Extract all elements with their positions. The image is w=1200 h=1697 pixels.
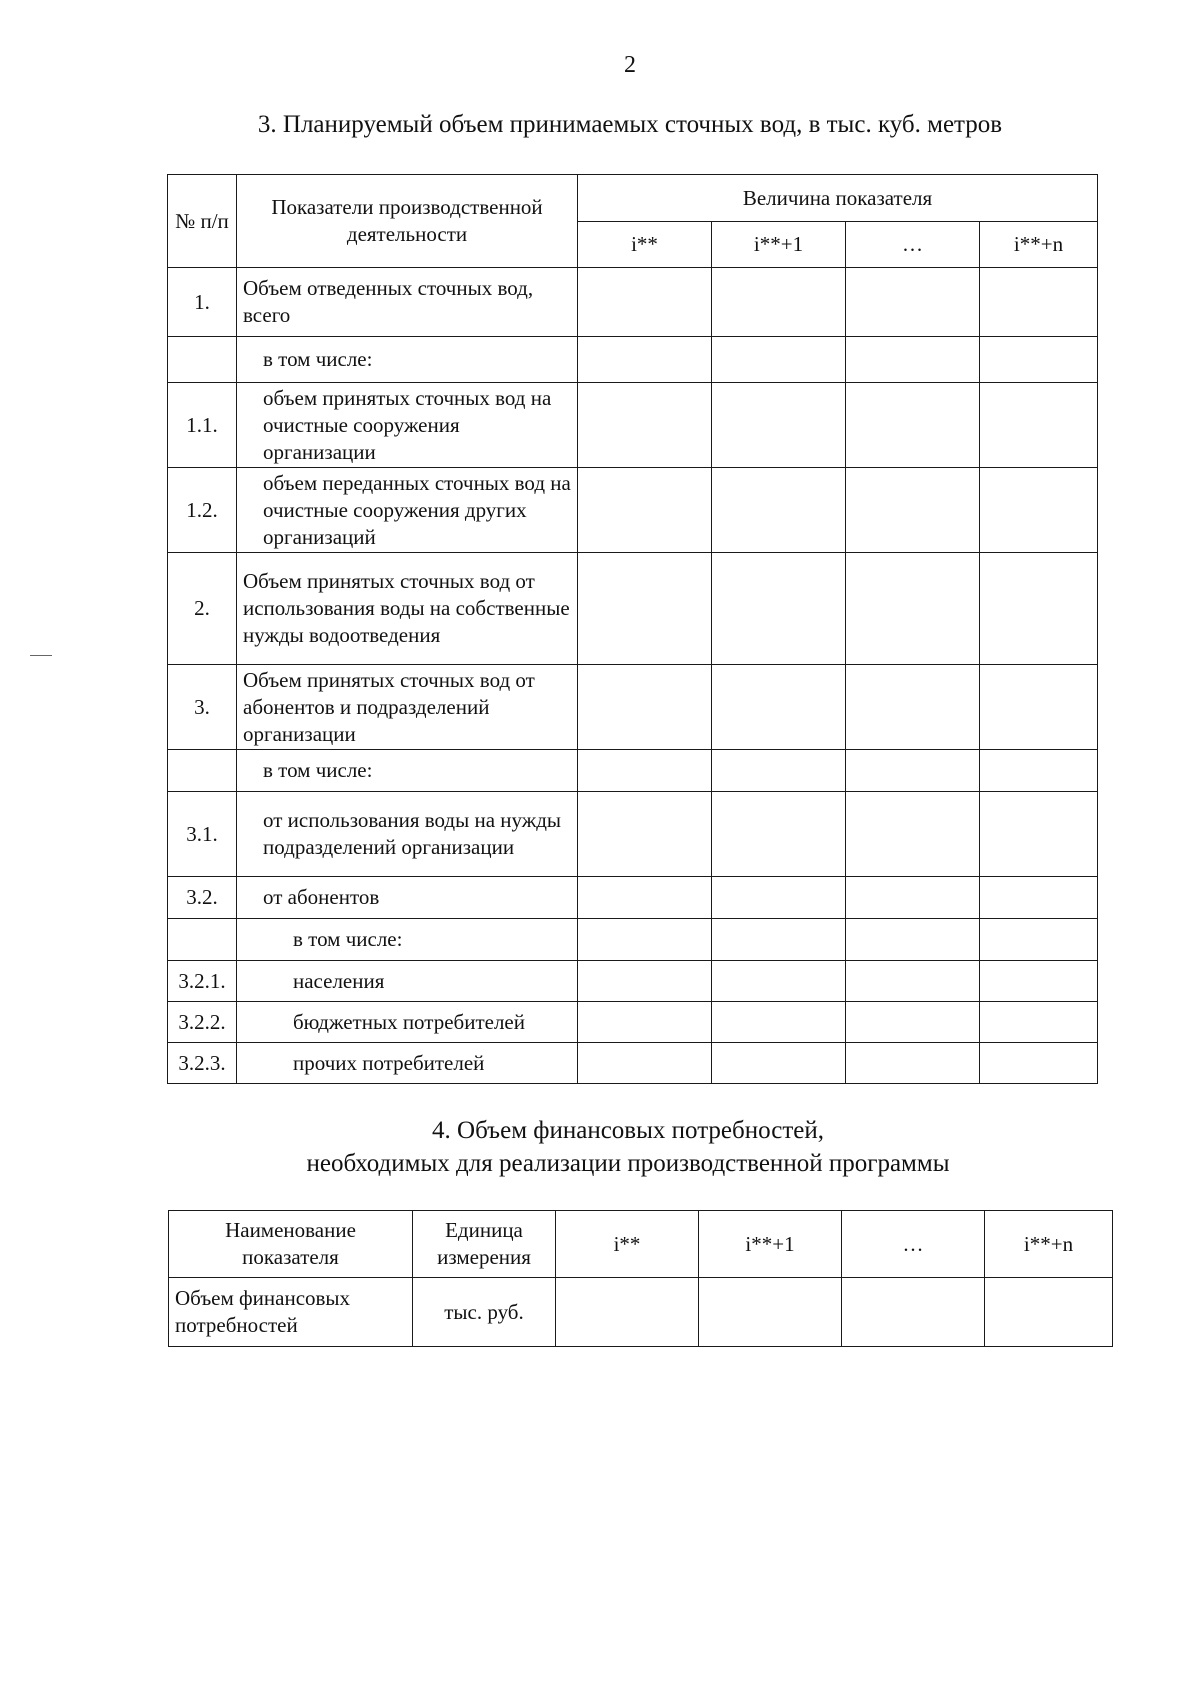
value-cell (846, 665, 980, 750)
table-row (168, 268, 1098, 337)
table-row (168, 337, 1098, 383)
table-row (168, 750, 1098, 792)
value-cell (846, 750, 980, 792)
page-number: 2 (624, 52, 636, 78)
row-num: 3.2.2. (168, 1002, 237, 1043)
financial-needs-table (168, 1210, 1113, 1347)
value-cell (578, 468, 712, 553)
table-row (168, 665, 1098, 750)
value-cell (712, 792, 846, 877)
value-cell (712, 750, 846, 792)
value-cell (980, 665, 1098, 750)
section-4-title-line2: необходимых для реализации производственной программы (306, 1150, 950, 1177)
header-num: № п/п (168, 175, 237, 268)
value-cell (712, 468, 846, 553)
header-period: … (846, 222, 980, 268)
section-4-title-line1: 4. Объем финансовых потребностей, (432, 1117, 824, 1144)
value-cell (842, 1278, 985, 1347)
value-cell (980, 750, 1098, 792)
header-unit: Единица измерения (413, 1211, 556, 1278)
value-cell (980, 1002, 1098, 1043)
value-cell (846, 792, 980, 877)
table-row (168, 1043, 1098, 1084)
table-row (168, 792, 1098, 877)
row-label: бюджетных потребителей (237, 1002, 578, 1043)
value-cell (980, 961, 1098, 1002)
value-cell (578, 1043, 712, 1084)
row-num: 3. (168, 665, 237, 750)
value-cell (980, 268, 1098, 337)
value-cell (980, 792, 1098, 877)
row-label: в том числе: (237, 337, 578, 383)
value-cell (712, 665, 846, 750)
value-cell (712, 337, 846, 383)
value-cell (712, 877, 846, 919)
row-num: 3.2. (168, 877, 237, 919)
value-cell (712, 919, 846, 961)
section-3-title: 3. Планируемый объем принимаемых сточных вод, в тыс. куб. метров (257, 111, 1003, 138)
value-cell (578, 665, 712, 750)
value-cell (980, 1043, 1098, 1084)
value-cell (556, 1278, 699, 1347)
scan-margin-mark (30, 655, 52, 656)
value-cell (578, 553, 712, 665)
value-cell (712, 1002, 846, 1043)
value-cell (712, 553, 846, 665)
row-label: от абонентов (237, 877, 578, 919)
row-num: 1.1. (168, 383, 237, 468)
value-cell (578, 750, 712, 792)
header-period: i**+1 (712, 222, 846, 268)
row-label: прочих потребителей (237, 1043, 578, 1084)
value-cell (578, 268, 712, 337)
value-cell (699, 1278, 842, 1347)
value-cell (980, 553, 1098, 665)
value-cell (846, 1043, 980, 1084)
row-num (168, 919, 237, 961)
header-value-group: Величина показателя (578, 175, 1098, 222)
value-cell (712, 961, 846, 1002)
wastewater-volume-table (167, 174, 1098, 1084)
table-row (168, 468, 1098, 553)
row-label: населения (237, 961, 578, 1002)
row-label: Объем принятых сточных вод от абонентов и подразделений организации (237, 665, 578, 750)
value-cell (985, 1278, 1113, 1347)
header-period: … (842, 1211, 985, 1278)
row-label: Объем принятых сточных вод от использования воды на собственные нужды водоотведения (237, 553, 578, 665)
table-row (168, 383, 1098, 468)
value-cell (846, 337, 980, 383)
table-row (168, 919, 1098, 961)
header-period: i**+1 (699, 1211, 842, 1278)
header-indicator: Показатели производственной деятельности (237, 175, 578, 268)
row-num: 1.2. (168, 468, 237, 553)
row-num (168, 750, 237, 792)
value-cell (846, 961, 980, 1002)
value-cell (578, 877, 712, 919)
value-cell (846, 383, 980, 468)
header-period: i**+n (985, 1211, 1113, 1278)
table-row (168, 553, 1098, 665)
row-num (168, 337, 237, 383)
row-label: объем принятых сточных вод на очистные сооружения организации (237, 383, 578, 468)
value-cell (578, 383, 712, 468)
row-label: объем переданных сточных вод на очистные сооружения других организаций (237, 468, 578, 553)
value-cell (846, 553, 980, 665)
value-cell (980, 383, 1098, 468)
value-cell (846, 919, 980, 961)
value-cell (712, 383, 846, 468)
header-period: i** (556, 1211, 699, 1278)
row-num: 1. (168, 268, 237, 337)
row-unit: тыс. руб. (413, 1278, 556, 1347)
row-label: в том числе: (237, 750, 578, 792)
value-cell (578, 1002, 712, 1043)
value-cell (846, 877, 980, 919)
value-cell (578, 337, 712, 383)
table-row (168, 877, 1098, 919)
value-cell (712, 268, 846, 337)
value-cell (846, 1002, 980, 1043)
row-num: 3.2.3. (168, 1043, 237, 1084)
header-name: Наименование показателя (169, 1211, 413, 1278)
value-cell (578, 792, 712, 877)
value-cell (980, 877, 1098, 919)
header-period: i**+n (980, 222, 1098, 268)
value-cell (578, 919, 712, 961)
row-label: Объем отведенных сточных вод, всего (237, 268, 578, 337)
row-name: Объем финансовых потребностей (169, 1278, 413, 1347)
table-row (169, 1278, 1113, 1347)
value-cell (846, 268, 980, 337)
row-num: 3.1. (168, 792, 237, 877)
value-cell (980, 468, 1098, 553)
row-num: 3.2.1. (168, 961, 237, 1002)
row-num: 2. (168, 553, 237, 665)
value-cell (980, 337, 1098, 383)
header-period: i** (578, 222, 712, 268)
row-label: от использования воды на нужды подразделений организации (237, 792, 578, 877)
table-row (168, 1002, 1098, 1043)
section-4-title (0, 1114, 1200, 1180)
table-row (168, 961, 1098, 1002)
value-cell (846, 468, 980, 553)
value-cell (712, 1043, 846, 1084)
row-label: в том числе: (237, 919, 578, 961)
value-cell (980, 919, 1098, 961)
value-cell (578, 961, 712, 1002)
